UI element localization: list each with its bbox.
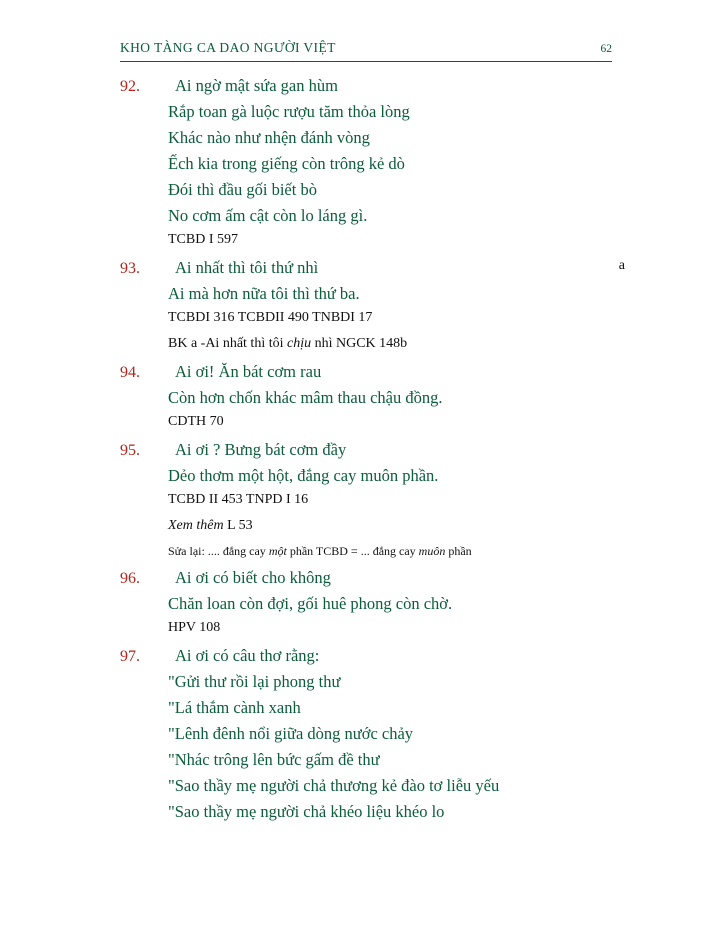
reference-text bbox=[168, 492, 620, 508]
reference-text bbox=[168, 620, 620, 636]
reference-text bbox=[168, 336, 620, 352]
reference-text bbox=[168, 544, 620, 559]
reference-segment: TCBD I 597 bbox=[168, 232, 238, 247]
poem-line bbox=[120, 102, 620, 128]
reference-text bbox=[168, 414, 620, 430]
poem-line-text: Rắp toan gà luộc rượu tăm thỏa lòng bbox=[168, 102, 410, 121]
poem-line-text: Ai ngờ mật sứa gan hùm bbox=[175, 76, 338, 95]
poem-line-text: Ai ơi! Ăn bát cơm rau bbox=[175, 362, 322, 381]
reference-line bbox=[120, 492, 620, 518]
reference-italic: muôn bbox=[418, 544, 446, 558]
reference-segment: TCBDI 316 TCBDII 490 TNBDI 17 bbox=[168, 310, 373, 325]
variant-marker: a bbox=[618, 258, 625, 273]
reference-segment: TCBD II 453 TNPD I 16 bbox=[168, 492, 309, 507]
poem-entry bbox=[120, 568, 620, 646]
poem-line bbox=[120, 154, 620, 180]
reference-italic: một bbox=[268, 544, 287, 558]
reference-segment: Sửa lại: .... đắng cay bbox=[168, 544, 269, 558]
poem-line-text: Ếch kia trong giếng còn trông kẻ dò bbox=[168, 154, 405, 173]
poem-line bbox=[120, 206, 620, 232]
poem-line bbox=[120, 284, 620, 310]
poem-line bbox=[120, 362, 620, 388]
reference-text bbox=[168, 232, 620, 248]
poem-line-text: Ai ơi có câu thơ rằng: bbox=[175, 646, 320, 665]
header-title: KHO TÀNG CA DAO NGƯỜI VIỆT bbox=[120, 40, 336, 55]
entry-number: 93. bbox=[120, 260, 140, 277]
poem-line-text: "Lá thắm cành xanh bbox=[168, 698, 301, 717]
reference-line bbox=[120, 620, 620, 646]
entry-number: 92. bbox=[120, 78, 140, 95]
poem-line bbox=[120, 258, 625, 284]
entry-number: 96. bbox=[120, 570, 140, 587]
reference-line bbox=[120, 414, 620, 440]
poem-line bbox=[120, 672, 620, 698]
poem-line-text: Ai mà hơn nữa tôi thì thứ ba. bbox=[168, 284, 360, 303]
poem-line-text: Dẻo thơm một hột, đắng cay muôn phần. bbox=[168, 466, 439, 485]
poem-line bbox=[120, 594, 620, 620]
poem-line bbox=[120, 802, 620, 828]
poem-line bbox=[120, 466, 620, 492]
poem-line-text: "Nhác trông lên bức gấm đề thư bbox=[168, 750, 380, 769]
poem-entry bbox=[120, 440, 620, 568]
poem-line bbox=[120, 76, 620, 102]
poem-line bbox=[120, 698, 620, 724]
header-page-number: 62 bbox=[600, 43, 612, 55]
poem-line-text: Chăn loan còn đợi, gối huê phong còn chờ. bbox=[168, 594, 453, 613]
poem-entry bbox=[120, 76, 620, 258]
poem-line bbox=[120, 750, 620, 776]
poem-line bbox=[120, 646, 620, 672]
reference-line bbox=[120, 336, 620, 362]
poem-line bbox=[120, 388, 620, 414]
poem-entry bbox=[120, 362, 620, 440]
poem-line-text: No cơm ấm cật còn lo láng gì. bbox=[168, 206, 368, 225]
poem-line bbox=[120, 128, 620, 154]
poem-line-text: Còn hơn chốn khác mâm thau chậu đồng. bbox=[168, 388, 443, 407]
reference-line bbox=[120, 518, 620, 544]
poem-line bbox=[120, 776, 620, 802]
reference-line bbox=[120, 544, 620, 568]
poem-line-text: Đói thì đầu gối biết bò bbox=[168, 180, 317, 199]
poem-line bbox=[120, 440, 620, 466]
reference-segment: L 53 bbox=[223, 518, 253, 533]
reference-segment: BK a -Ai nhất thì tôi bbox=[168, 336, 287, 351]
reference-segment: nhì NGCK 148b bbox=[311, 336, 408, 351]
page-content bbox=[120, 76, 625, 828]
poem-line bbox=[120, 180, 620, 206]
poem-line bbox=[120, 568, 620, 594]
entry-number: 97. bbox=[120, 648, 140, 665]
poem-line-text: "Sao thầy mẹ người chả khéo liệu khéo lo bbox=[168, 802, 445, 821]
entry-number: 95. bbox=[120, 442, 140, 459]
reference-line bbox=[120, 232, 620, 258]
poem-line-text: Ai ơi có biết cho không bbox=[175, 568, 331, 587]
reference-text bbox=[168, 310, 620, 326]
reference-segment: phần bbox=[445, 544, 472, 558]
reference-segment: HPV 108 bbox=[168, 620, 221, 635]
poem-line-text: "Gửi thư rồi lại phong thư bbox=[168, 672, 341, 691]
reference-italic: Xem thêm bbox=[168, 518, 224, 533]
poem-line-text: "Lênh đênh nổi giữa dòng nước chảy bbox=[168, 724, 414, 743]
reference-segment: CDTH 70 bbox=[168, 414, 224, 429]
reference-italic: chịu bbox=[287, 336, 312, 351]
poem-entry bbox=[120, 258, 625, 362]
page-header bbox=[120, 40, 612, 62]
reference-text bbox=[168, 518, 620, 534]
poem-line-text: Khác nào như nhện đánh vòng bbox=[168, 128, 370, 147]
reference-line bbox=[120, 310, 620, 336]
poem-line bbox=[120, 724, 620, 750]
poem-line-text: "Sao thầy mẹ người chả thương kẻ đào tơ liễu yếu bbox=[168, 776, 500, 795]
poem-line-text: Ai nhất thì tôi thứ nhì bbox=[175, 258, 319, 277]
entry-number: 94. bbox=[120, 364, 140, 381]
reference-segment: phần TCBD = ... đắng cay bbox=[286, 544, 419, 558]
poem-entry bbox=[120, 646, 620, 828]
poem-line-text: Ai ơi ? Bưng bát cơm đầy bbox=[175, 440, 347, 459]
